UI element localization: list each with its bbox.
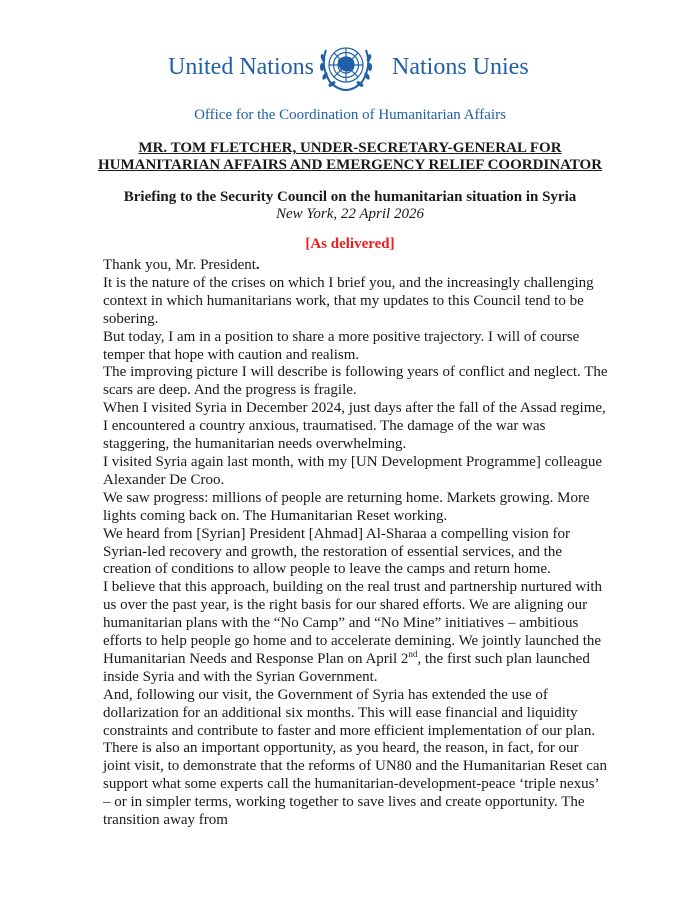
nations-unies-label: Nations Unies [392,54,529,80]
paragraph: It is the nature of the crises on which I brief you, and the increasingly challenging context in which humanitarians work, that my updates to this Council tend to be sobering. [103,274,594,327]
speaker-heading [0,140,700,174]
paragraph: And, following our visit, the Government of Syria has extended the use of dollarization for an additional six months. This will ease financial and liquidity constraints and contribute to faster and more efficient implementation of our plan. [103,686,596,739]
paragraph: When I visited Syria in December 2024, just days after the fall of the Assad regime, I encountered a country anxious, traumatised. The damage of the war was staggering, the humanitarian needs overwhelming. [103,400,606,453]
paragraph: The improving picture I will describe is following years of conflict and neglect. The scars are deep. And the progress is fragile. [103,364,608,399]
paragraph: There is also an important opportunity, as you heard, the reason, in fact, for our joint visit, to demonstrate that the reforms of UN80 and the Humanitarian Reset can support what some experts call the humanitarian-development-peace ‘triple nexus’ – or in simpler terms, working together to save lives and create opportunity. The transition away from [103,740,608,829]
speech-body [103,257,608,830]
paragraph: But today, I am in a position to share a more positive trajectory. I will of course temper that hope with caution and realism. [103,328,580,363]
un-emblem-icon [316,38,376,96]
united-nations-label: United Nations [168,54,314,80]
office-name: Office for the Coordination of Humanitarian Affairs [194,107,506,123]
paragraph: I believe that this approach, building on the real trust and partnership nurtured with us over the past year, is the right basis for our shared efforts. We are aligning our humanitarian plans with the “No Camp” and “No Mine” initiatives – ambitious efforts to help people go home and to accelerate demining. We jointly launched the Humanitarian Needs and Response Plan on April 2nd, the first such plan launched inside Syria and with the Syrian Government. [103,579,603,685]
paragraph: We saw progress: millions of people are returning home. Markets growing. More lights coming back on. The Humanitarian Reset working. [103,489,590,524]
paragraph: I visited Syria again last month, with my [UN Development Programme] colleague Alexander De Croo. [103,453,603,488]
briefing-place-date: New York, 22 April 2026 [276,206,424,222]
briefing-title: Briefing to the Security Council on the humanitarian situation in Syria [123,189,577,205]
speaker-line-2: HUMANITARIAN AFFAIRS AND EMERGENCY RELIEF COORDINATOR [97,157,603,173]
delivery-status: [As delivered] [305,236,395,252]
letterhead [0,38,700,98]
paragraph: Thank you, Mr. President. [103,257,260,273]
paragraph: We heard from [Syrian] President [Ahmad] Al-Sharaa a compelling vision for Syrian-led recovery and growth, the restoration of essential services, and the creation of conditions to allow people to leave the camps and return home. [103,525,570,578]
speaker-line-1: MR. TOM FLETCHER, UNDER-SECRETARY-GENERAL FOR [138,140,562,156]
